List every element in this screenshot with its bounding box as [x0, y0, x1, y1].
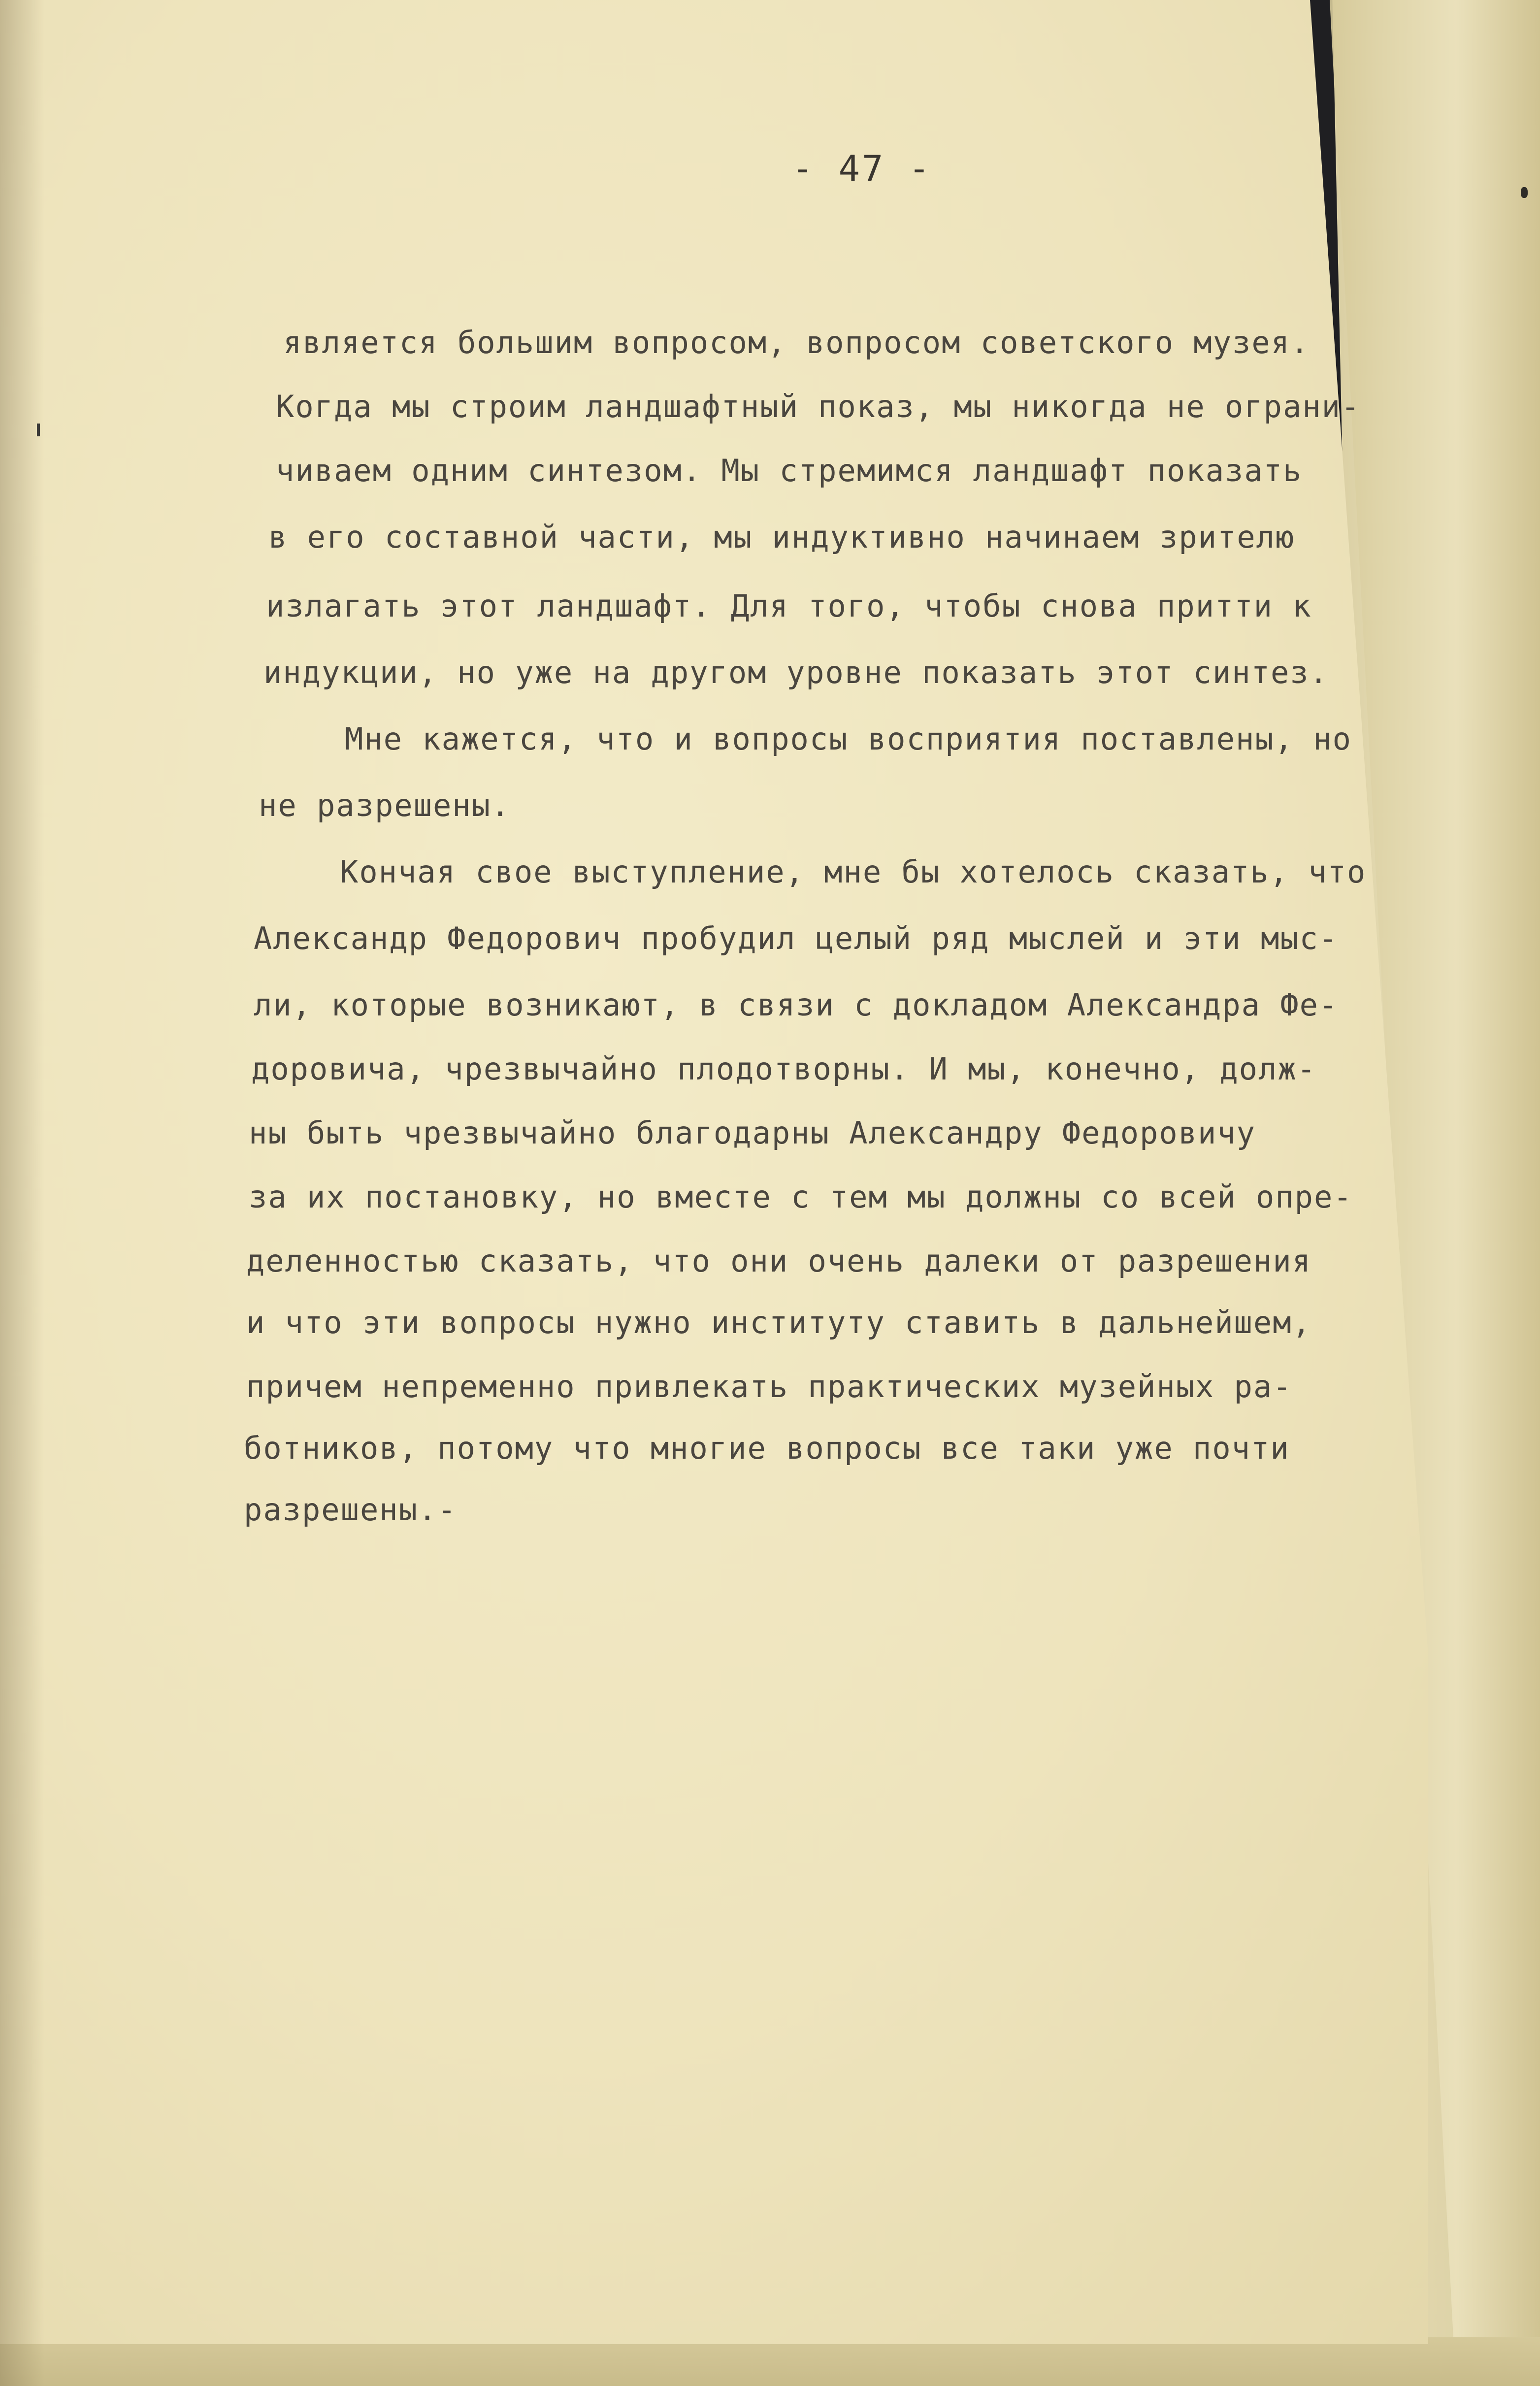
text-line: чиваем одним синтезом. Мы стремимся ландшафт показать — [276, 453, 1303, 489]
ink-blot — [1521, 187, 1528, 198]
margin-mark — [37, 424, 40, 436]
text-line: индукции, но уже на другом уровне показать этот синтез. — [263, 654, 1329, 690]
page-number: - 47 - — [791, 148, 932, 189]
text-line: не разрешены. — [259, 787, 511, 823]
stacked-pages-edge — [0, 2337, 1540, 2386]
text-line: ли, которые возникают, в связи с докладом Александра Фе- — [254, 987, 1339, 1023]
text-line: излагать этот ландшафт. Для того, чтобы снова притти к — [266, 588, 1312, 624]
text-line: за их постановку, но вместе с тем мы должны со всей опре- — [249, 1179, 1353, 1215]
text-line: причем непременно привлекать практических музейных ра- — [246, 1369, 1292, 1405]
text-line: в его составной части, мы индуктивно начинаем зрителю — [268, 519, 1295, 555]
text-line: Александр Федорович пробудил целый ряд мыслей и эти мыс- — [254, 920, 1339, 956]
text-line: и что эти вопросы нужно институту ставить в дальнейшем, — [246, 1305, 1311, 1340]
text-line: Когда мы строим ландшафтный показ, мы никогда не ограни- — [276, 389, 1361, 425]
text-line: Мне кажется, что и вопросы восприятия поставлены, но — [345, 721, 1352, 757]
text-line: доровича, чрезвычайно плодотворны. И мы, конечно, долж- — [251, 1051, 1316, 1087]
text-line: разрешены.- — [244, 1492, 457, 1528]
text-line: ботников, потому что многие вопросы все таки уже почти — [244, 1430, 1290, 1466]
text-line: Кончая свое выступление, мне бы хотелось сказать, что — [340, 854, 1367, 890]
text-line: является большим вопросом, вопросом советского музея. — [283, 325, 1310, 360]
text-line: ны быть чрезвычайно благодарны Александру Федоровичу — [249, 1115, 1256, 1151]
text-line: деленностью сказать, что они очень далеки от разрешения — [246, 1243, 1311, 1279]
